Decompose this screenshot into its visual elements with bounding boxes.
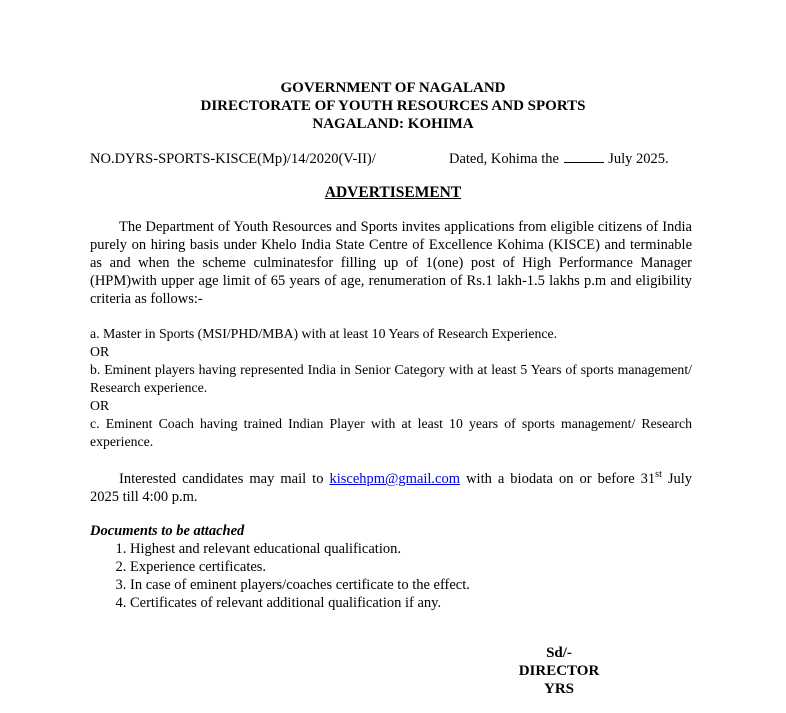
criterion-a: a. Master in Sports (MSI/PHD/MBA) with at least 10 Years of Research Experience. bbox=[90, 326, 558, 341]
date-blank bbox=[564, 161, 604, 163]
intro-paragraph: The Department of Youth Resources and Sports invites applications from eligible citizens of India purely on hiring basis under Khelo India State Centre of Excellence Kohima (KISCE) and terminable as and when the scheme culminatesfor filling up of 1(one) post of High Performance Manager (HPM)with upper age limit of 65 years of age, renumeration of Rs.1 lakh-1.5 lakhs p.m and eligibility criteria as follows:- bbox=[90, 219, 692, 307]
reference-number: NO.DYRS-SPORTS-KISCE(Mp)/14/2020(V-II)/ bbox=[90, 151, 376, 167]
dated-prefix: Dated, Kohima the bbox=[449, 151, 559, 167]
interest-end: July 2025 till 4:00 p.m. bbox=[90, 471, 693, 505]
application-paragraph bbox=[90, 470, 692, 506]
criterion-or-1: OR bbox=[90, 344, 110, 359]
criterion-b: b. Eminent players having represented India in Senior Category with at least 5 Years of sports management/ Research experience. bbox=[90, 362, 692, 395]
header-directorate: DIRECTORATE OF YOUTH RESOURCES AND SPORTS bbox=[200, 98, 586, 114]
criterion-c: c. Eminent Coach having trained Indian Player with at least 10 years of sports management/ Research experience. bbox=[90, 416, 692, 449]
document-item: 4. Certificates of relevant additional qualification if any. bbox=[130, 594, 692, 612]
header-government: GOVERNMENT OF NAGALAND bbox=[280, 80, 506, 96]
signature-sd: Sd/- bbox=[546, 645, 572, 661]
document-item: 1. Highest and relevant educational qualification. bbox=[130, 540, 692, 558]
document-item: 3. In case of eminent players/coaches certificate to the effect. bbox=[130, 576, 692, 594]
signature-office: YRS bbox=[543, 681, 574, 697]
documents-section bbox=[90, 522, 692, 612]
documents-title: Documents to be attached bbox=[90, 523, 245, 539]
dated-line bbox=[449, 150, 669, 168]
criterion-or-2: OR bbox=[90, 398, 110, 413]
email-link[interactable]: kiscehpm@gmail.com bbox=[329, 471, 461, 487]
documents-list bbox=[90, 540, 692, 612]
interest-after: with a biodata on or before 31 bbox=[466, 471, 656, 487]
signature-designation: DIRECTOR bbox=[518, 663, 600, 679]
interest-before: Interested candidates may mail to bbox=[119, 471, 324, 487]
document-item: 2. Experience certificates. bbox=[130, 558, 692, 576]
signature-block bbox=[500, 644, 618, 698]
dated-suffix: July 2025. bbox=[608, 151, 669, 167]
header-location: NAGALAND: KOHIMA bbox=[312, 116, 474, 132]
date-suffix-sup: st bbox=[655, 469, 662, 481]
letterhead bbox=[0, 79, 786, 133]
advertisement-title: ADVERTISEMENT bbox=[324, 184, 462, 201]
reference-line bbox=[90, 150, 692, 168]
eligibility-criteria bbox=[90, 325, 692, 451]
